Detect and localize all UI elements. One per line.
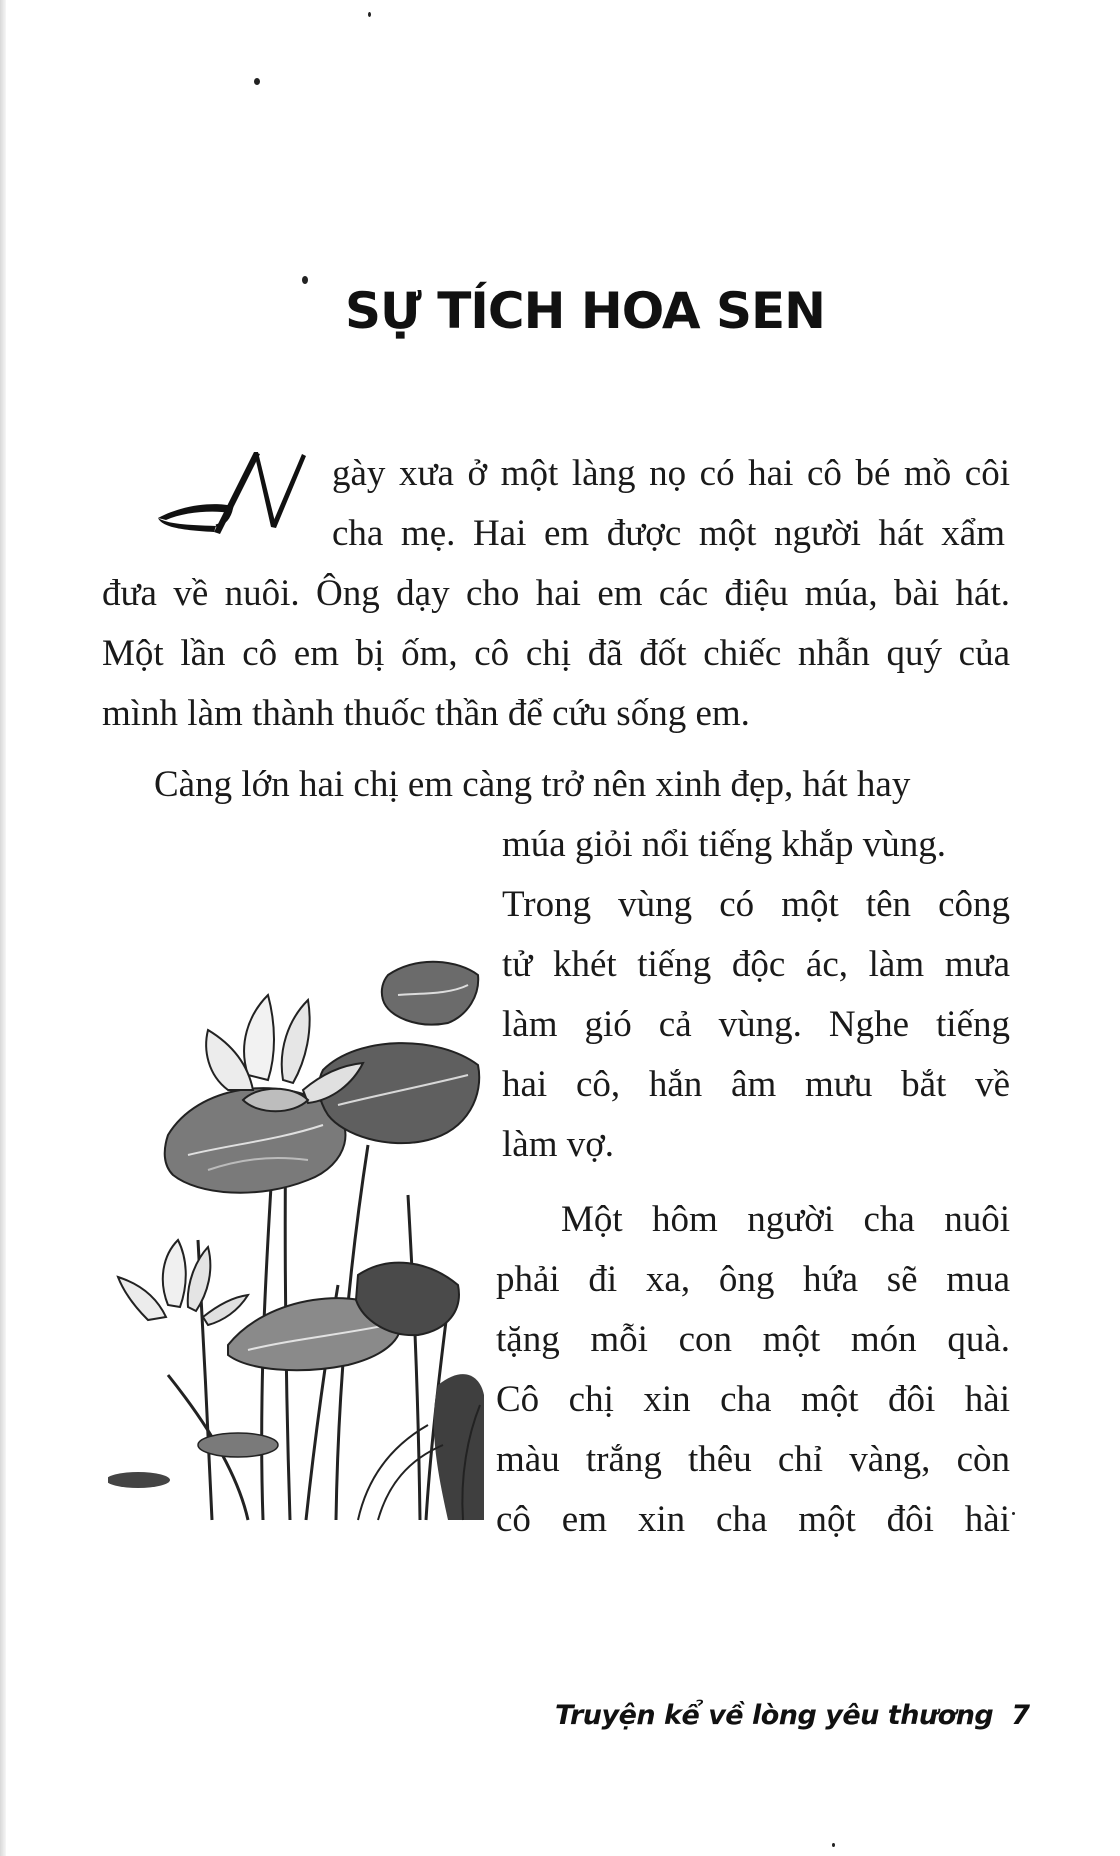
- paragraph-line: Cô chị xin cha một đôi hài: [496, 1379, 1010, 1420]
- print-speck: [302, 276, 308, 284]
- paragraph-line: hai cô, hắn âm mưu bắt về: [502, 1064, 1010, 1105]
- lotus-illustration: [108, 955, 484, 1525]
- paragraph-line: làm vợ.: [502, 1124, 615, 1165]
- paragraph-line: làm gió cả vùng. Nghe tiếng: [502, 1004, 1010, 1045]
- drop-cap-n-icon: [154, 446, 334, 562]
- page-number: 7: [1011, 1700, 1030, 1731]
- print-speck: [368, 12, 371, 17]
- paragraph-1: [102, 444, 1010, 744]
- print-speck: [832, 1843, 835, 1847]
- paragraph-line: Một lần cô em bị ốm, cô chị đã đốt chiếc nhẫn quý của: [102, 633, 1010, 674]
- paragraph-line: mình làm thành thuốc thần để cứu sống em.: [102, 693, 750, 734]
- story-title: SỰ TÍCH HOA SEN: [345, 282, 825, 340]
- paragraph-line: cha mẹ. Hai em được một người hát xẩm: [332, 513, 1005, 554]
- paragraph-line: phải đi xa, ông hứa sẽ mua: [496, 1259, 1010, 1300]
- paragraph-line: tặng mỗi con một món quà.: [496, 1319, 1010, 1360]
- paragraph-line: gày xưa ở một làng nọ có hai cô bé mồ côi: [332, 453, 1010, 494]
- page-footer: [555, 1700, 1030, 1731]
- paragraph-line: Một hôm người cha nuôi: [561, 1199, 1010, 1240]
- paragraph-line: đưa về nuôi. Ông dạy cho hai em các điệu múa, bài hát.: [102, 573, 1010, 614]
- print-speck: [1012, 1512, 1015, 1515]
- drop-cap: [102, 446, 332, 562]
- paragraph-2-column: [496, 815, 1010, 1175]
- paragraph-line: tử khét tiếng độc ác, làm mưa: [502, 944, 1010, 985]
- paragraph-line: múa giỏi nổi tiếng khắp vùng.: [502, 824, 946, 865]
- paragraph-2-first-line: [102, 755, 1010, 815]
- page-edge: [0, 0, 6, 1856]
- paragraph-line: Càng lớn hai chị em càng trở nên xinh đẹp, hát hay: [154, 764, 911, 805]
- paragraph-line: màu trắng thêu chỉ vàng, còn: [496, 1439, 1010, 1480]
- book-title: Truyện kể về lòng yêu thương: [555, 1700, 994, 1731]
- paragraph-line: Trong vùng có một tên công: [502, 884, 1010, 925]
- paragraph-3-column: [496, 1190, 1010, 1550]
- paragraph-line: cô em xin cha một đôi hài: [496, 1499, 1010, 1540]
- print-speck: [254, 78, 260, 85]
